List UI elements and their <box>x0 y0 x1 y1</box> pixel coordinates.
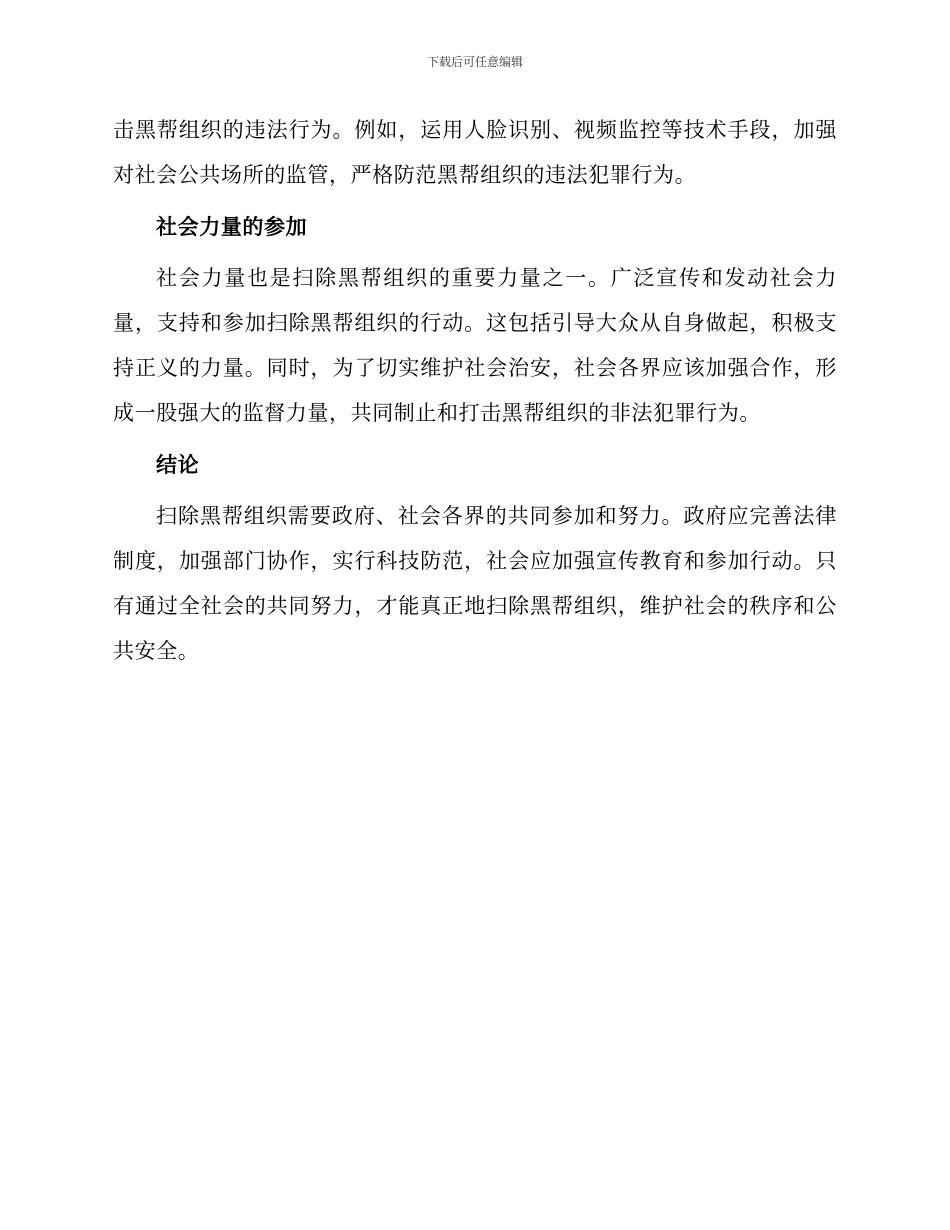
continued-paragraph: 击黑帮组织的违法行为。例如，运用人脸识别、视频监控等技术手段，加强对社会公共场所的监管，严格防范黑帮组织的违法犯罪行为。 <box>113 118 837 187</box>
header-note: 下载后可任意编辑 <box>426 55 523 69</box>
section-heading-conclusion: 结论 <box>156 453 200 477</box>
section-heading-social-forces: 社会力量的参加 <box>156 215 308 239</box>
document-body <box>113 108 837 674</box>
conclusion-paragraph: 扫除黑帮组织需要政府、社会各界的共同参加和努力。政府应完善法律制度，加强部门协作，实行科技防范，社会应加强宣传教育和参加行动。只有通过全社会的共同努力，才能真正地扫除黑帮组织，维护社会的秩序和公共安全。 <box>113 504 837 663</box>
social-forces-paragraph: 社会力量也是扫除黑帮组织的重要力量之一。广泛宣传和发动社会力量，支持和参加扫除黑帮组织的行动。这包括引导大众从自身做起，积极支持正义的力量。同时，为了切实维护社会治安，社会各界应该加强合作，形成一股强大的监督力量，共同制止和打击黑帮组织的非法犯罪行为。 <box>113 266 837 425</box>
